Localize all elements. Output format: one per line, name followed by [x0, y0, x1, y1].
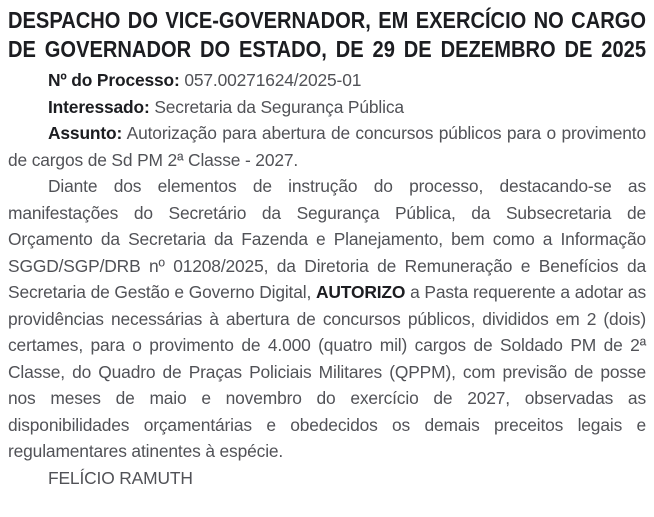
field-assunto — [8, 120, 646, 173]
body-text-after-authorize: a Pasta requerente a adotar as providências necessárias à abertura de concursos públicos, divididos em 2 (dois) certames, para o provimento de 4.000 (quatro mil) cargos de Soldado PM de 2ª Classe, do Quadro de Praças Policiais Militares (QPPM), com previsão de posse nos meses de maio e novembro do exercício de 2027, observadas as disponibilidades orçamentárias e obedecidos os demais preceitos legais e regulamentares atinentes à espécie. — [8, 282, 646, 461]
field-interessado-value: Secretaria da Segurança Pública — [154, 96, 404, 117]
field-processo-value: 057.00271624/2025-01 — [184, 70, 362, 90]
body-paragraph — [8, 173, 646, 465]
field-processo-label: Nº do Processo: — [48, 70, 180, 90]
field-processo — [8, 67, 646, 94]
authorize-word: AUTORIZO — [315, 282, 406, 302]
field-assunto-value: Autorização para abertura de concursos públicos para o provimento de cargos de Sd PM 2ª Classe - 2027. — [8, 123, 646, 170]
signature-name: FELÍCIO RAMUTH — [48, 467, 193, 488]
body-text-before-authorize: Diante dos elementos de instrução do processo, destacando-se as manifestações do Secretário da Segurança Pública, da Subsecretaria de Orçamento da Secretaria da Fazenda e Planejamento, bem como a Informação SGGD/SGP/DRB nº 01208/2025, da Diretoria de Remuneração e Benefícios da Secretaria de Gestão e Governo Digital, — [8, 176, 646, 302]
field-assunto-label: Assunto: — [48, 123, 123, 143]
field-interessado-label: Interessado: — [48, 96, 150, 117]
field-interessado — [8, 94, 646, 121]
document-title: DESPACHO DO VICE-GOVERNADOR, EM EXERCÍCIO NO CARGO DE GOVERNADOR DO ESTADO, DE 29 DE DEZEMBRO DE 2025 — [8, 7, 647, 62]
